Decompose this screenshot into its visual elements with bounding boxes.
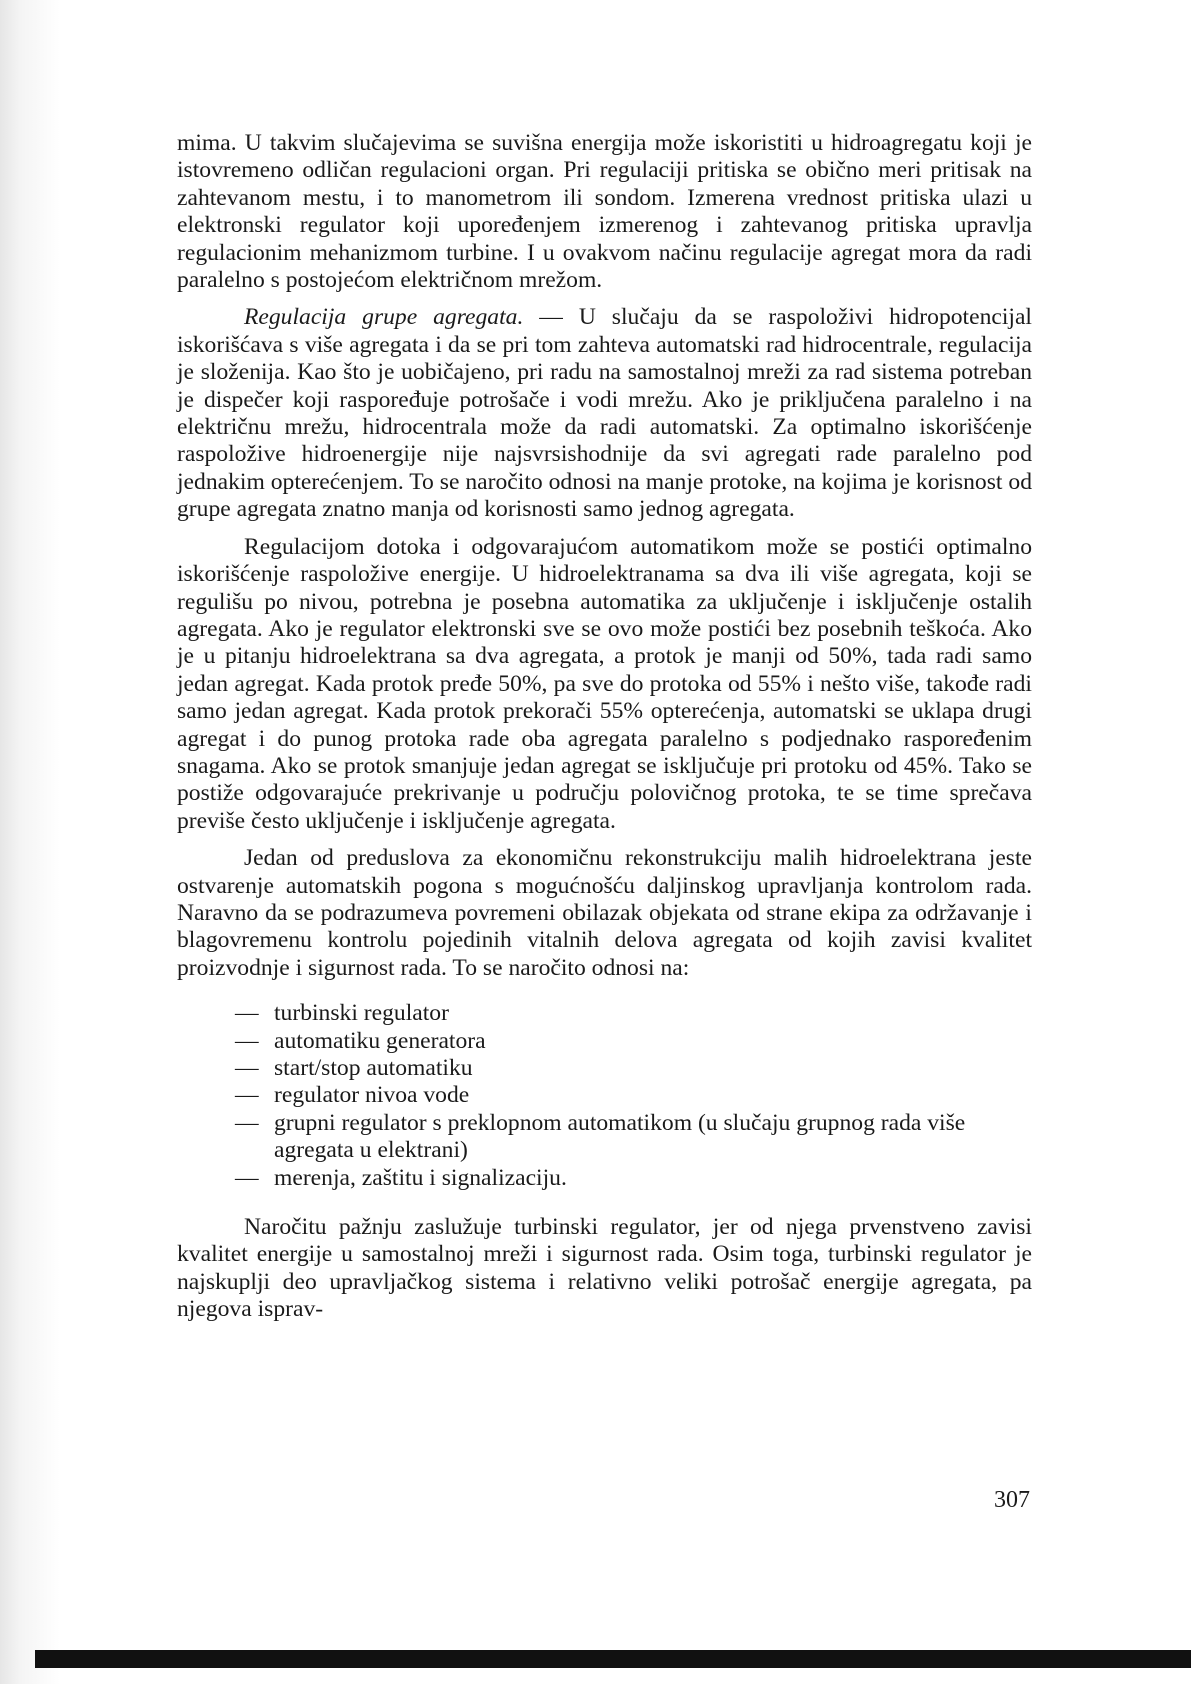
list-item-text: turbinski regulator — [274, 1000, 449, 1027]
list-item-text: regulator nivoa vode — [274, 1082, 470, 1109]
list-item — [235, 1165, 1032, 1192]
paragraph-automation: Jedan od preduslova za ekonomičnu rekonstrukciju malih hidroelektrana jeste ostvarenje automatskih pogona s mogućnošću daljinskog upravljanja kontrolom rada. Naravno da se podrazumeva povremeni obilazak objekata od strane ekipa za održavanje i blagovremenu kontrolu pojedinih vitalnih delova agregata od kojih zavisi kvalitet proizvodnje i sigurnost rada. To se naročito odnosi na: — [177, 845, 1032, 981]
list-item — [235, 1110, 1032, 1165]
control-items-list — [235, 1000, 1032, 1192]
list-item-text: automatiku generatora — [274, 1027, 486, 1054]
paragraph-continuation: mima. U takvim slučajevima se suvišna energija može iskoristiti u hidroagregatu koji je istovremeno odličan regulacioni organ. Pri regulaciji pritiska se obično meri pritisak na zahtevanom mestu, i to manometrom ili sondom. Izmerena vrednost pritiska ulazi u elektronski regulator koji upoređenjem izmerenog i zahtevanog pritiska upravlja regulacionim mehanizmom turbine. I u ovakvom načinu regulacije agregat mora da radi paralelno s postojećom električnom mrežom. — [177, 130, 1032, 294]
dash-marker: — — [235, 1164, 259, 1191]
list-item — [235, 1055, 1032, 1082]
section-heading: Regulacija grupe agregata. — [244, 304, 524, 331]
list-item — [235, 1082, 1032, 1109]
paragraph-flow-regulation: Regulacijom dotoka i odgovarajućom automatikom može se postići optimalno iskorišćenje raspoložive energije. U hidroelektranama sa dva ili više agregata, koji se regulišu po nivou, potrebna je posebna automatika za uključenje i isključenje ostalih agregata. Ako je regulator elektronski sve se ovo može postići bez posebnih teškoća. Ako je u pitanju hidroelektrana sa dva agregata, a protok je manji od 50%, tada radi samo jedan agregat. Kada protok pređe 50%, pa sve do protoka od 55% i nešto više, takođe radi samo jedan agregat. Kada protok prekorači 55% opterećenja, automatski se uklapa drugi agregat i do punog protoka rade oba agregata paralelno s podjednako raspoređenim snagama. Ako se protok smanjuje jedan agregat se isključuje pri protoku od 45%. Tako se postiže odgovarajuće prekrivanje u području polovičnog protoka, te se time sprečava previše često uključenje i isključenje agregata. — [177, 533, 1032, 834]
list-item-text: merenja, zaštitu i signalizaciju. — [274, 1164, 567, 1191]
paragraph-closing: Naročitu pažnju zaslužuje turbinski regulator, jer od njega prvenstveno zavisi kvalitet energije u samostalnoj mreži i sigurnost rada. Osim toga, turbinski regulator je najskuplji deo upravljačkog sistema i relativno veliki potrošač energije agregata, pa njegova isprav- — [177, 1214, 1032, 1323]
body-text — [177, 130, 1032, 1324]
scan-bottom-border — [35, 1650, 1191, 1668]
list-item-text: grupni regulator s preklopnom automatikom (u slučaju grupnog rada više agregata u elektrani) — [274, 1109, 966, 1164]
paragraph-group-regulation — [177, 304, 1032, 523]
list-item — [235, 1028, 1032, 1055]
scan-binding-shadow — [0, 0, 60, 1684]
paragraph-group-regulation-text: — U slučaju da se raspoloživi hidropotencijal iskorišćava s više agregata i da se pri tom zahteva automatski rad hidrocentrale, regulacija je složenija. Kao što je uobičajeno, pri radu na samostalnoj mreži za rad sistema potreban je dispečer koji raspoređuje potrošače i vodi mrežu. Ako je priključena paralelno i na električnu mrežu, hidrocentrala može da radi automatski. Za optimalno iskorišćenje raspoložive hidroenergije nije najsvrsishodnije da svi agregati rade paralelno pod jednakim opterećenjem. To se naročito odnosi na manje protoke, na kojima je korisnost od grupe agregata znatno manja od korisnosti samo jednog agregata. — [177, 304, 1032, 523]
dash-marker: — — [235, 1027, 259, 1054]
page-number: 307 — [994, 1487, 1030, 1513]
list-item-text: start/stop automatiku — [274, 1055, 473, 1081]
dash-marker: — — [235, 1055, 259, 1081]
list-item — [235, 1000, 1032, 1027]
dash-marker: — — [235, 1109, 259, 1136]
dash-marker: — — [235, 1000, 259, 1027]
dash-marker: — — [235, 1082, 259, 1109]
